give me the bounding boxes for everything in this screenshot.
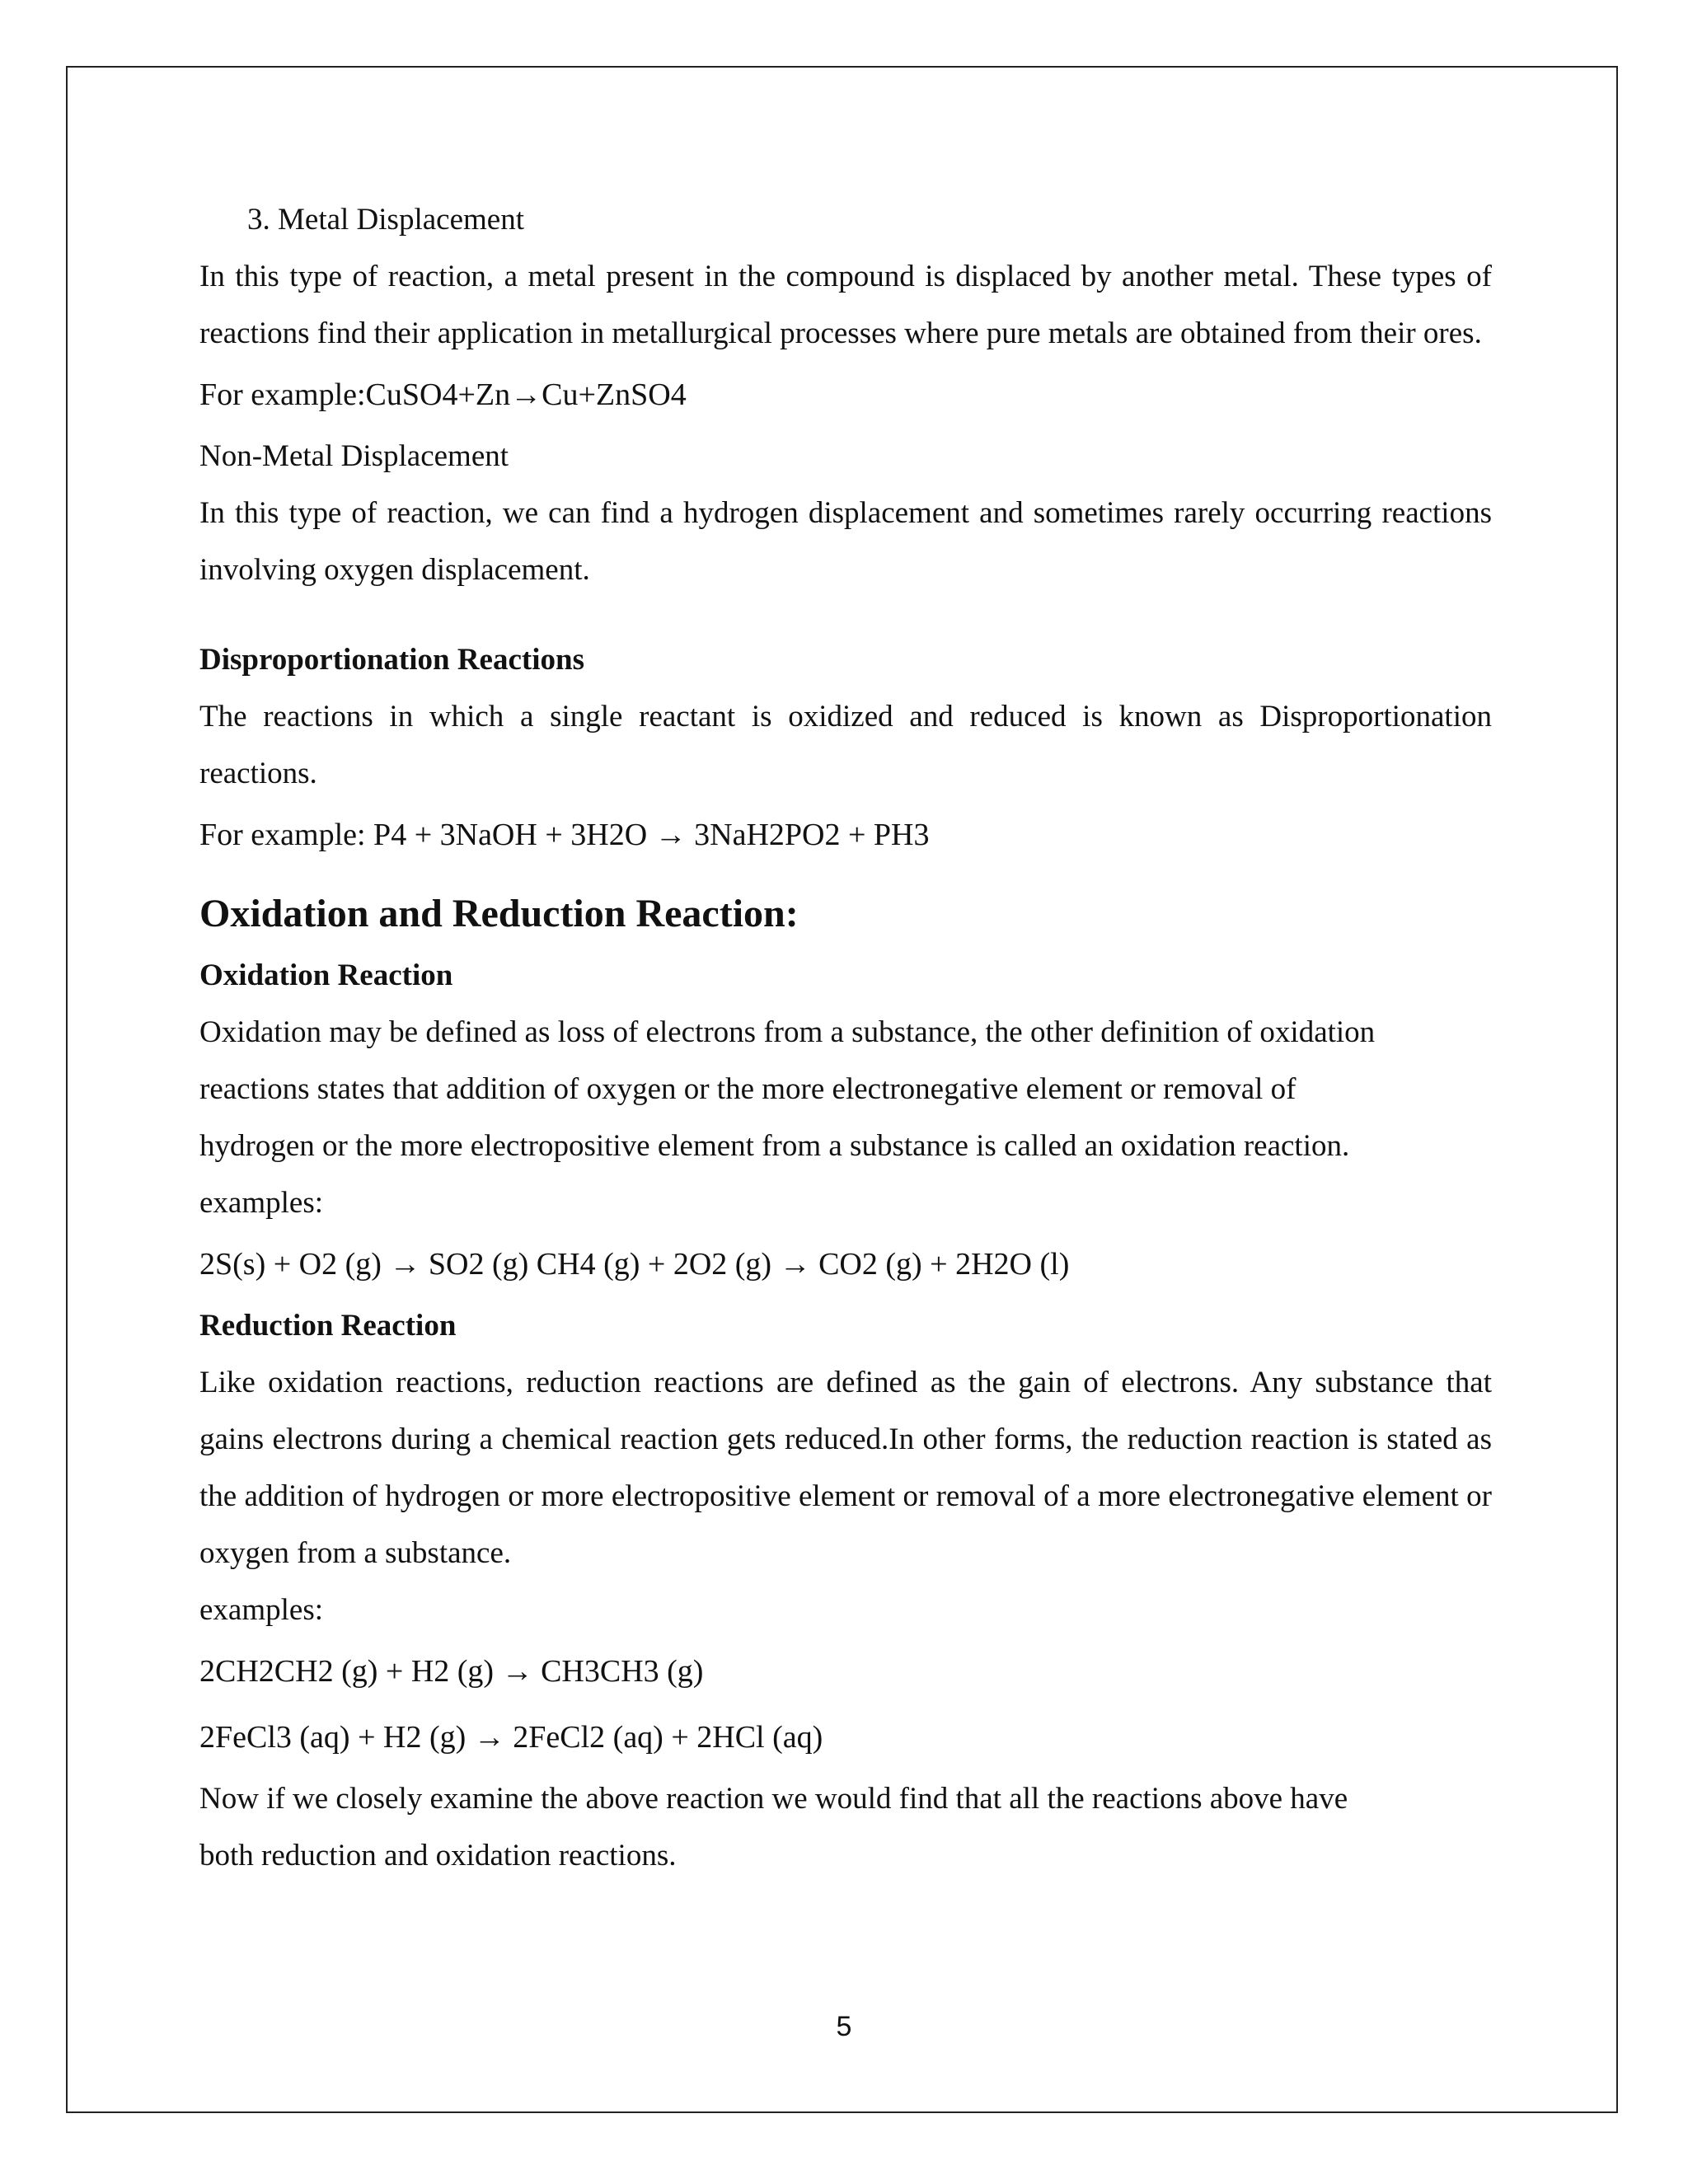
oxidation-equation: 2S(s) + O2 (g) → SO2 (g) CH4 (g) + 2O2 (g) → CO2 (g) + 2H2O (l) bbox=[199, 1247, 1070, 1282]
reduction-examples-label: examples: bbox=[199, 1593, 324, 1627]
oxidation-body-line: Oxidation may be defined as loss of electrons from a substance, the other definition of oxidation bbox=[199, 1015, 1376, 1049]
section-spacer bbox=[199, 598, 1492, 631]
disproportionation-example: For example: P4 + 3NaOH + 3H2O → 3NaH2PO2 + PH3 bbox=[199, 818, 930, 852]
reduction-equation: 2FeCl3 (aq) + H2 (g) → 2FeCl2 (aq) + 2HCl (aq) bbox=[199, 1720, 823, 1755]
metal-displacement-title: 3. Metal Displacement bbox=[247, 203, 524, 237]
non-metal-displacement-title: Non-Metal Displacement bbox=[199, 439, 509, 473]
conclusion-line: both reduction and oxidation reactions. bbox=[199, 1839, 677, 1872]
section-spacer bbox=[199, 868, 1492, 881]
reduction-equation: 2CH2CH2 (g) + H2 (g) → CH3CH3 (g) bbox=[199, 1654, 704, 1689]
oxidation-examples-label: examples: bbox=[199, 1186, 324, 1220]
disproportionation-body: The reactions in which a single reactant is oxidized and reduced is known as Disproportionation reactions. bbox=[199, 700, 1492, 790]
oxidation-reduction-heading: Oxidation and Reduction Reaction: bbox=[199, 892, 799, 935]
oxidation-reaction-heading: Oxidation Reaction bbox=[199, 958, 453, 992]
page-number: 5 bbox=[836, 2011, 852, 2042]
reduction-body: Like oxidation reactions, reduction reactions are defined as the gain of electrons. Any substance that gains electrons during a chemical reaction gets reduced.In other forms, the reduction reaction is stated as the addition of hydrogen or more electropositive element or removal of a more electronegative element or oxygen from a substance. bbox=[199, 1366, 1492, 1570]
reduction-reaction-heading: Reduction Reaction bbox=[199, 1309, 457, 1343]
disproportionation-heading: Disproportionation Reactions bbox=[199, 643, 584, 677]
page-content bbox=[199, 191, 1492, 1884]
metal-displacement-example: For example:CuSO4+Zn→Cu+ZnSO4 bbox=[199, 377, 687, 412]
conclusion-line: Now if we closely examine the above reaction we would find that all the reactions above have bbox=[199, 1782, 1348, 1816]
metal-displacement-body: In this type of reaction, a metal present in the compound is displaced by another metal. These types of reactions find their application in metallurgical processes where pure metals are obtained from their ores. bbox=[199, 260, 1492, 350]
oxidation-body-line: hydrogen or the more electropositive element from a substance is called an oxidation reaction. bbox=[199, 1129, 1350, 1163]
non-metal-displacement-body: In this type of reaction, we can find a hydrogen displacement and sometimes rarely occurring reactions involving oxygen displacement. bbox=[199, 496, 1492, 587]
oxidation-body-line: reactions states that addition of oxygen or the more electronegative element or removal of bbox=[199, 1072, 1296, 1106]
